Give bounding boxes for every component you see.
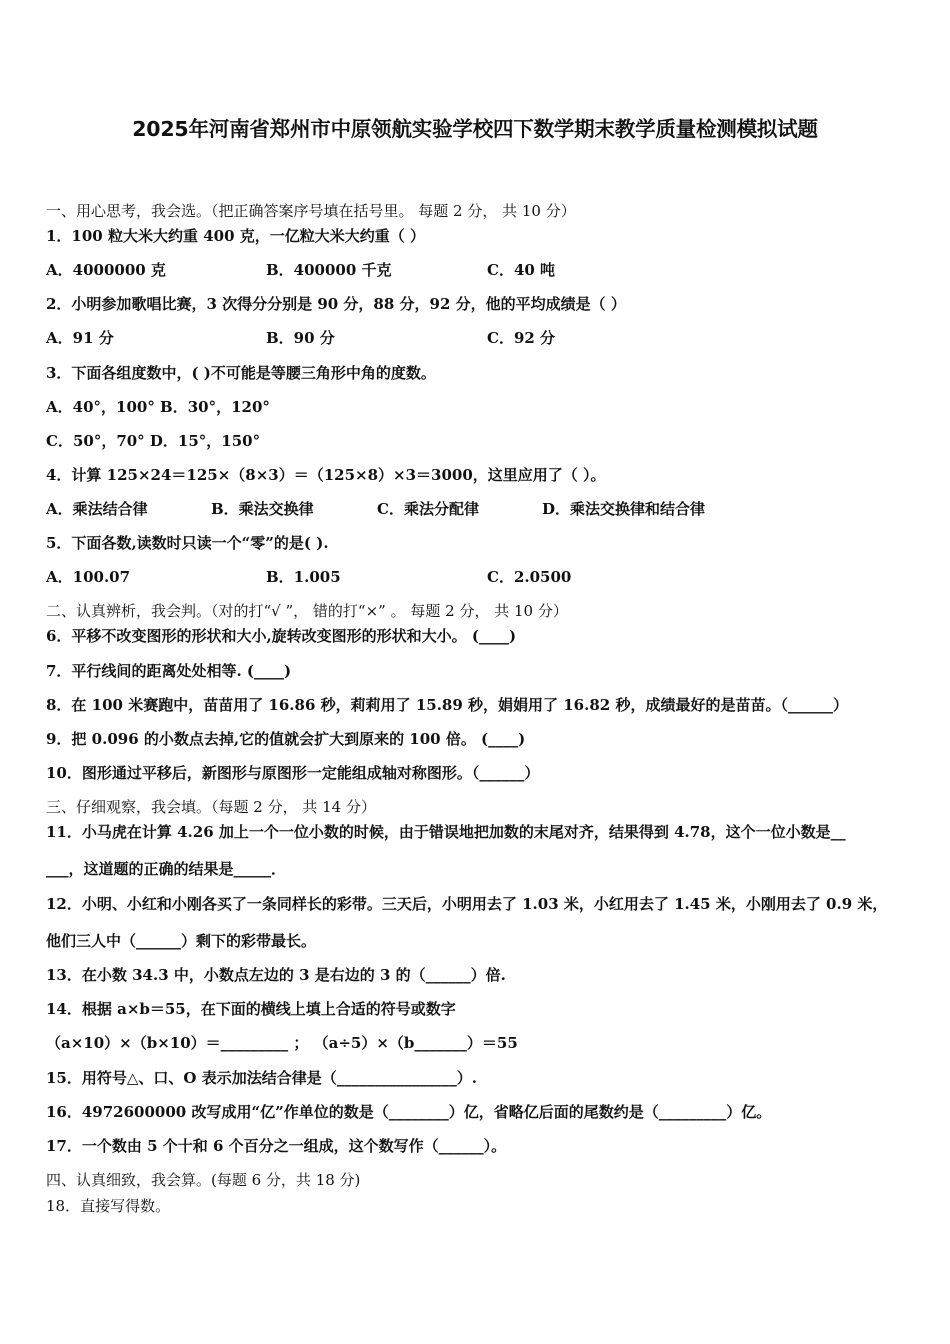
q2-option-c: C．92 分 xyxy=(487,329,556,347)
q4-option-a: A．乘法结合律 xyxy=(46,500,148,518)
question-3: 3．下面各组度数中，( )不可能是等腰三角形中角的度数。 xyxy=(46,364,436,382)
question-16: 16．4972600000 改写成用“亿”作单位的数是（________）亿，省略亿后面的尾数约是（_________）亿。 xyxy=(46,1103,772,1121)
question-14-line-1: 14．根据 a×b＝55，在下面的横线上填上合适的符号或数字 xyxy=(46,1000,456,1018)
question-2: 2．小明参加歌唱比赛，3 次得分分别是 90 分，88 分，92 分，他的平均成绩是（ ） xyxy=(46,295,626,313)
q2-option-b: B．90 分 xyxy=(266,329,335,347)
question-15: 15．用符号△、口、O 表示加法结合律是（________________）. xyxy=(46,1069,477,1087)
q5-option-c: C．2.0500 xyxy=(487,568,572,586)
question-11-line-2: ___，这道题的正确的结果是_____． xyxy=(46,860,287,878)
question-1: 1．100 粒大米大约重 400 克，一亿粒大米大约重（ ） xyxy=(46,227,425,245)
question-17: 17．一个数由 5 个十和 6 个百分之一组成，这个数写作（______）。 xyxy=(46,1137,507,1155)
question-13: 13．在小数 34.3 中，小数点左边的 3 是右边的 3 的（______）倍. xyxy=(46,966,506,984)
question-14-line-2: （a×10）×（b×10）＝_________ ； （a÷5）×（b_______）＝55 xyxy=(46,1034,518,1052)
question-6: 6．平移不改变图形的形状和大小,旋转改变图形的形状和大小。 (____) xyxy=(46,627,517,645)
q2-option-a: A．91 分 xyxy=(46,329,114,347)
question-10: 10．图形通过平移后，新图形与原图形一定能组成轴对称图形。（______） xyxy=(46,764,540,782)
q1-option-a: A．4000000 克 xyxy=(46,261,166,279)
section-3-heading: 三、仔细观察，我会填。（每题 2 分， 共 14 分） xyxy=(46,798,376,816)
question-18: 18．直接写得数。 xyxy=(46,1197,171,1215)
q3-options-row-1: A．40°，100° B．30°，120° xyxy=(46,398,270,416)
q5-option-b: B．1.005 xyxy=(266,568,341,586)
q3-options-row-2: C．50°，70° D．15°，150° xyxy=(46,432,261,450)
q5-option-a: A．100.07 xyxy=(46,568,131,586)
q1-option-b: B．400000 千克 xyxy=(266,261,392,279)
q1-option-c: C．40 吨 xyxy=(487,261,556,279)
question-7: 7．平行线间的距离处处相等. (____) xyxy=(46,662,292,680)
question-5: 5．下面各数,读数时只读一个“零”的是( ). xyxy=(46,534,329,552)
question-11-line-1: 11．小马虎在计算 4.26 加上一个一位小数的时候，由于错误地把加数的末尾对齐，结果得到 4.78，这个一位小数是__ xyxy=(46,823,846,841)
q4-option-b: B．乘法交换律 xyxy=(211,500,314,518)
section-1-heading: 一、用心思考，我会选。（把正确答案序号填在括号里。 每题 2 分， 共 10 分） xyxy=(46,202,576,220)
question-4: 4．计算 125×24＝125×（8×3）＝（125×8）×3＝3000，这里应用了（ ）。 xyxy=(46,466,606,484)
q4-option-d: D．乘法交换律和结合律 xyxy=(542,500,706,518)
question-8: 8．在 100 米赛跑中，苗苗用了 16.86 秒，莉莉用了 15.89 秒，娟娟用了 16.82 秒，成绩最好的是苗苗。（______） xyxy=(46,696,848,714)
question-12-line-1: 12．小明、小红和小刚各买了一条同样长的彩带。三天后，小明用去了 1.03 米，小红用去了 1.45 米，小刚用去了 0.9 米， xyxy=(46,895,888,913)
q4-option-c: C．乘法分配律 xyxy=(377,500,479,518)
section-4-heading: 四、认真细致，我会算。(每题 6 分，共 18 分) xyxy=(46,1171,361,1189)
page-title: 2025年河南省郑州市中原领航实验学校四下数学期末教学质量检测模拟试题 xyxy=(132,117,818,141)
question-9: 9．把 0.096 的小数点去掉,它的值就会扩大到原来的 100 倍。 (____) xyxy=(46,730,526,748)
section-2-heading: 二、认真辨析，我会判。（对的打“√ ”， 错的打“×” 。 每题 2 分， 共 10 分） xyxy=(46,602,568,620)
question-12-line-2: 他们三人中（______）剩下的彩带最长。 xyxy=(46,932,317,950)
